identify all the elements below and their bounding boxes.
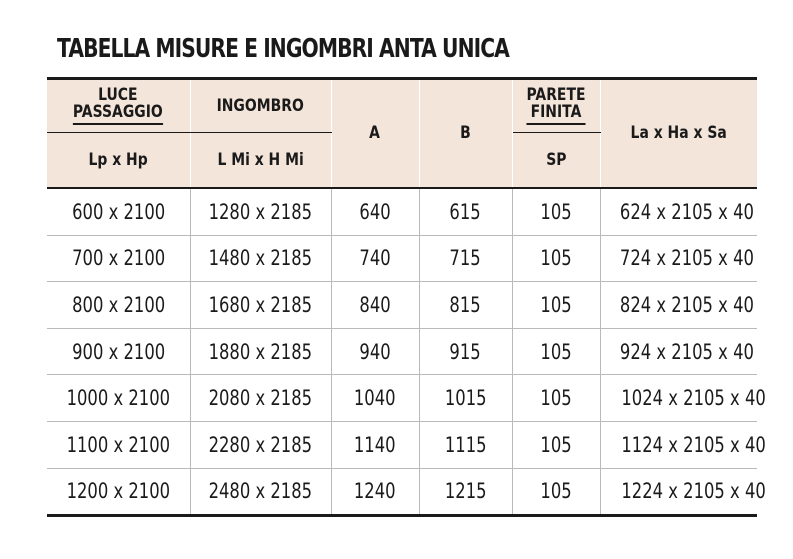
cell-b: 1015 [419,375,512,422]
header-ingombro [190,79,331,133]
table-body [47,188,766,516]
header-dims [600,79,757,189]
cell-b: 615 [419,188,512,235]
cell-dims: 1124 x 2105 x 40 [600,421,757,468]
cell-ingombro: 2080 x 2185 [190,375,331,422]
cell-dims: 1224 x 2105 x 40 [600,468,757,516]
table-row [47,328,757,375]
cell-b: 915 [419,328,512,375]
cell-luce: 800 x 2100 [47,282,190,329]
header-b [419,79,512,189]
cell-ingombro: 2480 x 2185 [190,468,331,516]
cell-b: 815 [419,282,512,329]
table-row [47,282,757,329]
cell-a: 1040 [331,375,419,422]
header-dims-label: La x Ha x Sa [630,123,727,143]
header-ingombro-label: INGOMBRO [216,95,305,116]
table-row [47,375,757,422]
cell-dims: 924 x 2105 x 40 [600,328,757,375]
table-row [47,468,757,516]
header-b-label: B [460,123,471,143]
header-luce-sub-label: Lp x Hp [88,149,148,170]
cell-luce: 1000 x 2100 [47,375,190,422]
header-luce-line2: PASSAGGIO [73,102,164,122]
table-row [47,235,757,282]
cell-dims: 1024 x 2105 x 40 [600,375,757,422]
cell-a: 840 [331,282,419,329]
header-parete-sub [512,133,600,189]
cell-dims: 624 x 2105 x 40 [600,188,757,235]
header-luce-sub [47,133,190,189]
header-parete-sub-label: SP [545,149,567,170]
cell-sp: 105 [512,468,600,516]
cell-ingombro: 1680 x 2185 [190,282,331,329]
header-row-top [47,79,757,133]
table-row [47,421,757,468]
cell-ingombro: 2280 x 2185 [190,421,331,468]
header-a [331,79,419,189]
cell-sp: 105 [512,375,600,422]
header-ingombro-sub [190,133,331,189]
cell-b: 715 [419,235,512,282]
header-parete-line1: PARETE [526,85,586,105]
cell-luce: 900 x 2100 [47,328,190,375]
cell-sp: 105 [512,188,600,235]
cell-a: 740 [331,235,419,282]
cell-luce: 700 x 2100 [47,235,190,282]
measurements-table [47,77,766,517]
cell-ingombro: 1280 x 2185 [190,188,331,235]
cell-a: 1140 [331,421,419,468]
header-parete-finita [512,79,600,133]
cell-b: 1215 [419,468,512,516]
cell-sp: 105 [512,421,600,468]
header-a-label: A [369,123,381,143]
cell-luce: 1200 x 2100 [47,468,190,516]
cell-a: 640 [331,188,419,235]
header-parete-line2: FINITA [530,102,582,122]
cell-dims: 724 x 2105 x 40 [600,235,757,282]
cell-sp: 105 [512,235,600,282]
table-header [47,79,757,189]
cell-sp: 105 [512,282,600,329]
cell-a: 940 [331,328,419,375]
header-luce-passaggio [47,79,190,133]
cell-luce: 1100 x 2100 [47,421,190,468]
header-ingombro-sub-label: L Mi x H Mi [217,149,304,170]
header-luce-line1: LUCE [98,85,138,105]
cell-dims: 824 x 2105 x 40 [600,282,757,329]
cell-ingombro: 1480 x 2185 [190,235,331,282]
cell-sp: 105 [512,328,600,375]
table-row [47,188,757,235]
cell-b: 1115 [419,421,512,468]
cell-luce: 600 x 2100 [47,188,190,235]
cell-a: 1240 [331,468,419,516]
table-title: TABELLA MISURE E INGOMBRI ANTA UNICA [57,34,509,64]
cell-ingombro: 1880 x 2185 [190,328,331,375]
